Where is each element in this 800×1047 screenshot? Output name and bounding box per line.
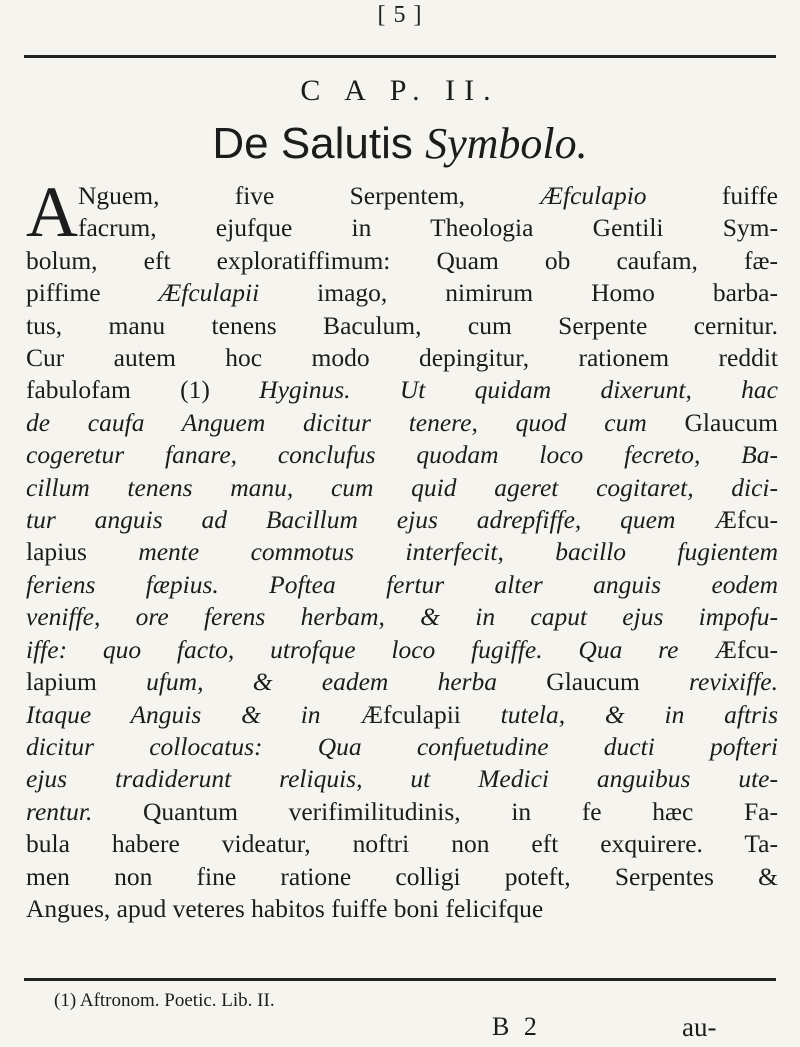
- text-line: [26, 472, 778, 504]
- italic-segment: tur anguis ad Bacillum ejus adrepfiffe, quem: [26, 505, 676, 535]
- catchword: au-: [682, 1012, 717, 1042]
- roman-segment: fabulofam (1): [26, 375, 260, 405]
- roman-segment: piffime: [26, 278, 159, 308]
- text-line: [26, 731, 778, 763]
- roman-segment: men non fine ratione colligi poteft, Serpentes &: [26, 861, 778, 891]
- italic-segment: Æfculapio: [540, 181, 647, 210]
- italic-segment: ejus tradiderunt reliquis, ut Medici anguibus ute-: [26, 764, 778, 794]
- roman-segment: facrum, ejufque in Theologia Gentili Sym-: [78, 213, 778, 243]
- text-line: [26, 569, 778, 601]
- italic-segment: feriens fæpius. Poftea fertur alter anguis eodem: [26, 569, 778, 599]
- roman-segment: lapium: [26, 667, 147, 697]
- italic-segment: cogeretur fanare, conclufus quodam loco fecreto, Ba-: [26, 440, 778, 470]
- italic-segment: revixiffe.: [689, 667, 778, 697]
- text-line: [26, 601, 778, 633]
- text-line: [26, 828, 778, 860]
- text-line: [26, 504, 778, 536]
- chapter-heading: C A P. II.: [300, 74, 500, 107]
- italic-segment: iffe: quo facto, utrofque loco fugiffe. Qua re: [26, 634, 679, 664]
- italic-segment: cillum tenens manu, cum quid ageret cogitaret, dici-: [26, 472, 778, 502]
- roman-segment: Glaucum: [497, 667, 690, 697]
- title-italic: Symbolo.: [425, 119, 588, 168]
- roman-segment: Nguem, five Serpentem,: [78, 181, 541, 210]
- title-plain: De Salutis: [212, 119, 426, 168]
- text-line: [26, 699, 778, 731]
- roman-segment: fuiffe: [646, 181, 778, 210]
- italic-segment: de caufa Anguem dicitur tenere, quod cum: [26, 407, 647, 437]
- text-line: [26, 212, 778, 244]
- roman-segment: Æfcu-: [675, 505, 778, 535]
- roman-segment: bolum, eft exploratiffimum: Quam ob caufam, fæ-: [26, 245, 778, 275]
- roman-segment: imago, nimirum Homo barba-: [259, 278, 778, 308]
- text-line: [26, 342, 778, 374]
- roman-segment: lapius: [26, 537, 139, 567]
- text-line: [26, 666, 778, 698]
- text-line: [26, 861, 778, 893]
- text-line: [26, 180, 778, 212]
- text-line: [26, 796, 778, 828]
- text-line: [26, 245, 778, 277]
- italic-segment: Itaque Anguis & in: [26, 699, 321, 729]
- text-line: [26, 536, 778, 568]
- italic-segment: tutela, & in aftris: [500, 699, 778, 729]
- text-line: [26, 277, 778, 309]
- roman-segment: Angues, apud veteres habitos fuiffe boni felicifque: [26, 893, 544, 923]
- italic-segment: mente commotus interfecit, bacillo fugientem: [138, 537, 778, 567]
- roman-segment: Glaucum: [646, 407, 778, 437]
- text-line: [26, 407, 778, 439]
- italic-segment: rentur.: [26, 796, 93, 826]
- roman-segment: Æfculapii: [320, 699, 501, 729]
- body-text: [26, 172, 778, 925]
- roman-segment: Æfcu-: [678, 634, 778, 664]
- text-line: [26, 374, 778, 406]
- italic-segment: dicitur collocatus: Qua confuetudine ducti pofteri: [26, 731, 778, 761]
- roman-segment: Quantum verifimilitudinis, in fe hæc Fa-: [92, 796, 778, 826]
- text-line: [26, 763, 778, 795]
- italic-segment: Æfculapii: [158, 278, 260, 308]
- roman-segment: bula habere videatur, noftri non eft exquirere. Ta-: [26, 829, 778, 859]
- text-line: [26, 310, 778, 342]
- text-line: [26, 893, 778, 925]
- text-line: [26, 439, 778, 471]
- page-title: [0, 118, 800, 169]
- signature-mark: B 2: [492, 1012, 541, 1041]
- drop-cap: A: [26, 172, 78, 252]
- text-line: [26, 634, 778, 666]
- bottom-rule: [24, 978, 776, 981]
- roman-segment: tus, manu tenens Baculum, cum Serpente cernitur.: [26, 310, 778, 340]
- roman-segment: Cur autem hoc modo depingitur, rationem reddit: [26, 343, 778, 373]
- top-rule: [24, 55, 776, 58]
- italic-segment: veniffe, ore ferens herbam, & in caput ejus impofu-: [26, 602, 778, 632]
- page-number: [ 5 ]: [377, 2, 423, 28]
- italic-segment: ufum, & eadem herba: [146, 667, 498, 697]
- footnote: (1) Aftronom. Poetic. Lib. II.: [54, 990, 275, 1011]
- italic-segment: Hyginus. Ut quidam dixerunt, hac: [259, 375, 778, 405]
